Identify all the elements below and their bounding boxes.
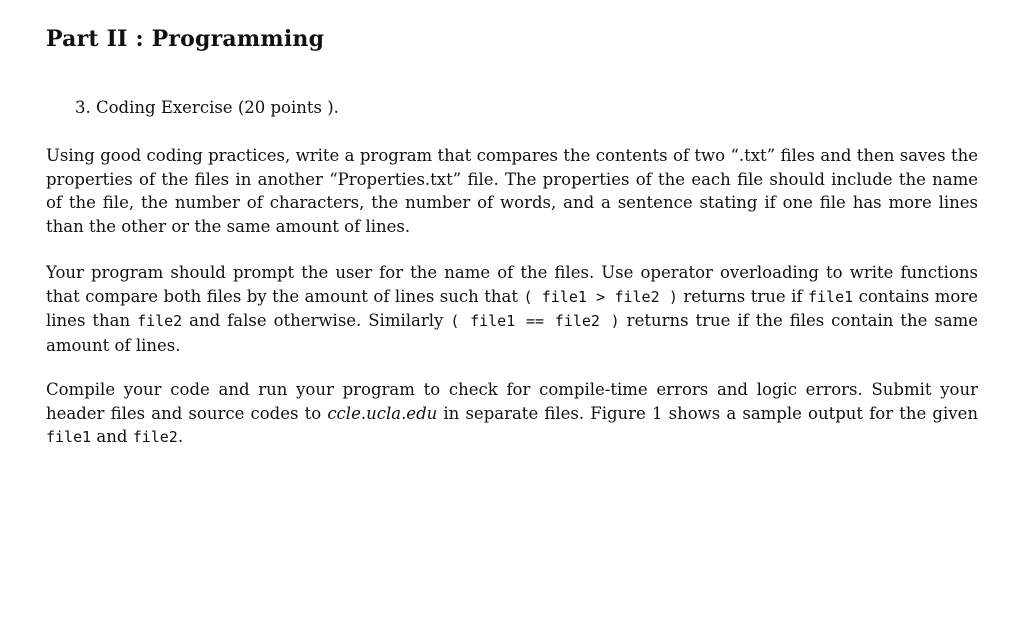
paragraph-text: returns true if the files contain the same amount of lines. xyxy=(46,311,979,355)
code-identifier: file2 xyxy=(137,312,183,330)
code-identifier: file1 xyxy=(808,287,854,306)
paragraph-text: Your program should prompt the user for the name of the files. Use operator overloading to write functions that compare both files by the amount of lines such that xyxy=(46,263,978,306)
paragraph-text: contains more lines than xyxy=(46,286,978,330)
section-title: Part II : Programming xyxy=(46,26,325,52)
paragraph-text: Compile your code and run your program to check for compile-time errors and logic errors. Submit your header files and source codes to xyxy=(46,380,978,423)
paragraph-text: returns true if xyxy=(677,286,808,306)
code-identifier: file2 xyxy=(132,428,178,446)
submission-site: ccle.ucla.edu xyxy=(327,403,438,423)
code-expression: ( file1 == file2 ) xyxy=(450,312,620,330)
paragraph-text: and false otherwise. Similarly xyxy=(182,311,451,330)
paragraph-requirements: Using good coding practices, write a program that compares the contents of two “.txt” files and then saves the properties of the files in another “Properties.txt” file. The properties of the each file should include the name of the file, the number of characters, the number of words, and a sentence stating if one file has more lines than the other or the same amount of lines. xyxy=(46,146,978,236)
code-expression: ( file1 > file2 ) xyxy=(523,287,678,306)
paragraph-text: in separate files. Figure 1 shows a sample output for the given xyxy=(437,403,978,423)
paragraph-text: and xyxy=(91,427,133,446)
paragraph-text: . xyxy=(177,427,184,446)
paragraph-submission xyxy=(46,378,978,450)
exercise-heading: 3. Coding Exercise (20 points ). xyxy=(75,98,339,117)
code-identifier: file1 xyxy=(46,428,92,446)
paragraph-operator-overloading xyxy=(46,261,978,357)
